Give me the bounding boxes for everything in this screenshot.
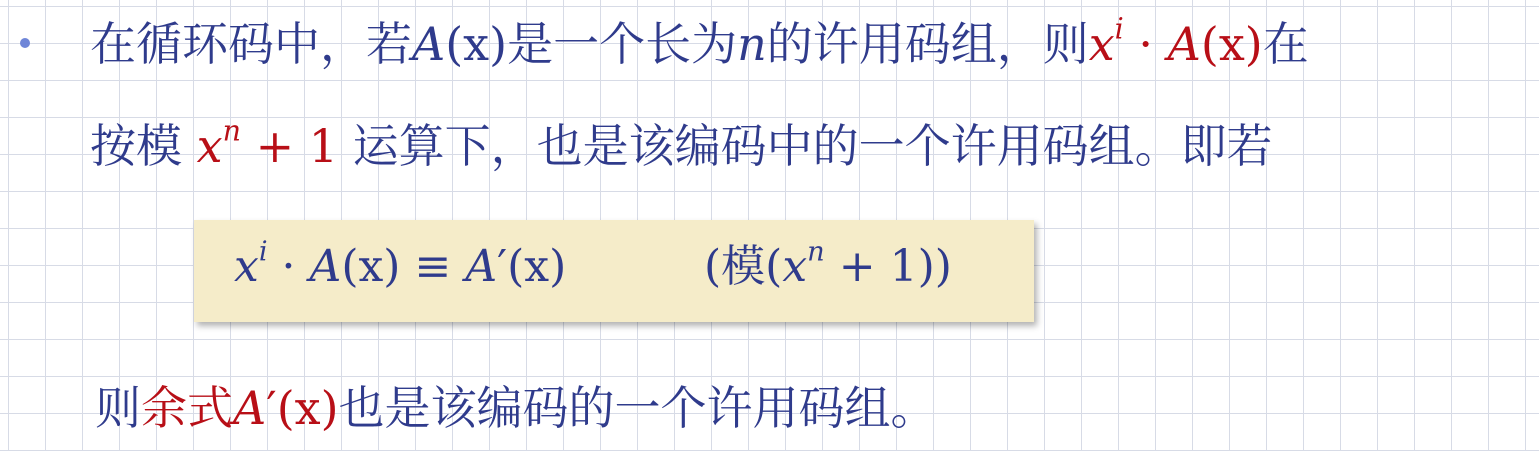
text-segment: 运算下，也是该编码中的一个许用码组。即若 — [338, 119, 1273, 173]
math-paren-x-highlight: (x) — [1200, 17, 1263, 71]
math-symbol-x: x — [234, 241, 259, 292]
remainder-label-highlight: 余式 — [141, 381, 233, 435]
math-paren-x: (x) — [445, 17, 508, 71]
math-symbol-A: A — [412, 17, 446, 71]
math-exponent-n: n — [807, 236, 825, 268]
math-exponent-i: i — [258, 236, 268, 268]
text-segment: 在循环码中，若 — [90, 17, 412, 71]
math-exponent-i-highlight: i — [1114, 12, 1124, 46]
text-segment: 则 — [95, 381, 141, 435]
math-symbol-x: x — [782, 241, 808, 292]
paragraph-line-1 — [90, 12, 1309, 72]
math-symbol-A: A — [309, 241, 342, 292]
math-equiv: ≡ — [400, 241, 466, 292]
math-symbol-A-prime: A — [465, 241, 498, 292]
paragraph-line-2 — [90, 114, 1273, 174]
math-paren-x: (x) — [341, 241, 401, 292]
text-segment: 的许用码组，则 — [766, 17, 1089, 71]
bullet-icon — [20, 38, 30, 48]
formula-modulus — [704, 236, 952, 295]
formula-box — [194, 220, 1034, 322]
math-symbol-A-highlight: A — [233, 381, 267, 435]
math-dot-highlight: · — [1123, 17, 1168, 71]
math-symbol-x-highlight: x — [1088, 17, 1115, 71]
math-prime-highlight: ′ — [266, 381, 277, 435]
text-segment: 按模 — [90, 119, 197, 173]
paragraph-line-3 — [95, 380, 937, 436]
math-paren-open: ( — [765, 241, 783, 292]
math-symbol-n: n — [737, 17, 767, 71]
math-symbol-A-highlight: A — [1167, 17, 1201, 71]
text-segment: 也是该编码的一个许用码组。 — [338, 381, 937, 435]
formula-congruence — [234, 236, 567, 295]
math-prime: ′ — [497, 241, 508, 292]
modulus-label: 模 — [721, 241, 766, 292]
math-plus-one-close: + 1)) — [824, 241, 952, 292]
math-exponent-n-highlight: n — [222, 114, 241, 148]
math-plus-one-highlight: + 1 — [240, 119, 339, 173]
math-paren-x: (x) — [507, 241, 567, 292]
text-segment: 在 — [1262, 17, 1309, 71]
math-symbol-x-highlight: x — [196, 119, 223, 173]
math-dot: · — [267, 241, 310, 292]
text-segment: 是一个长为 — [507, 17, 738, 71]
math-paren-open: ( — [704, 241, 722, 292]
math-paren-x-highlight: (x) — [276, 381, 339, 435]
